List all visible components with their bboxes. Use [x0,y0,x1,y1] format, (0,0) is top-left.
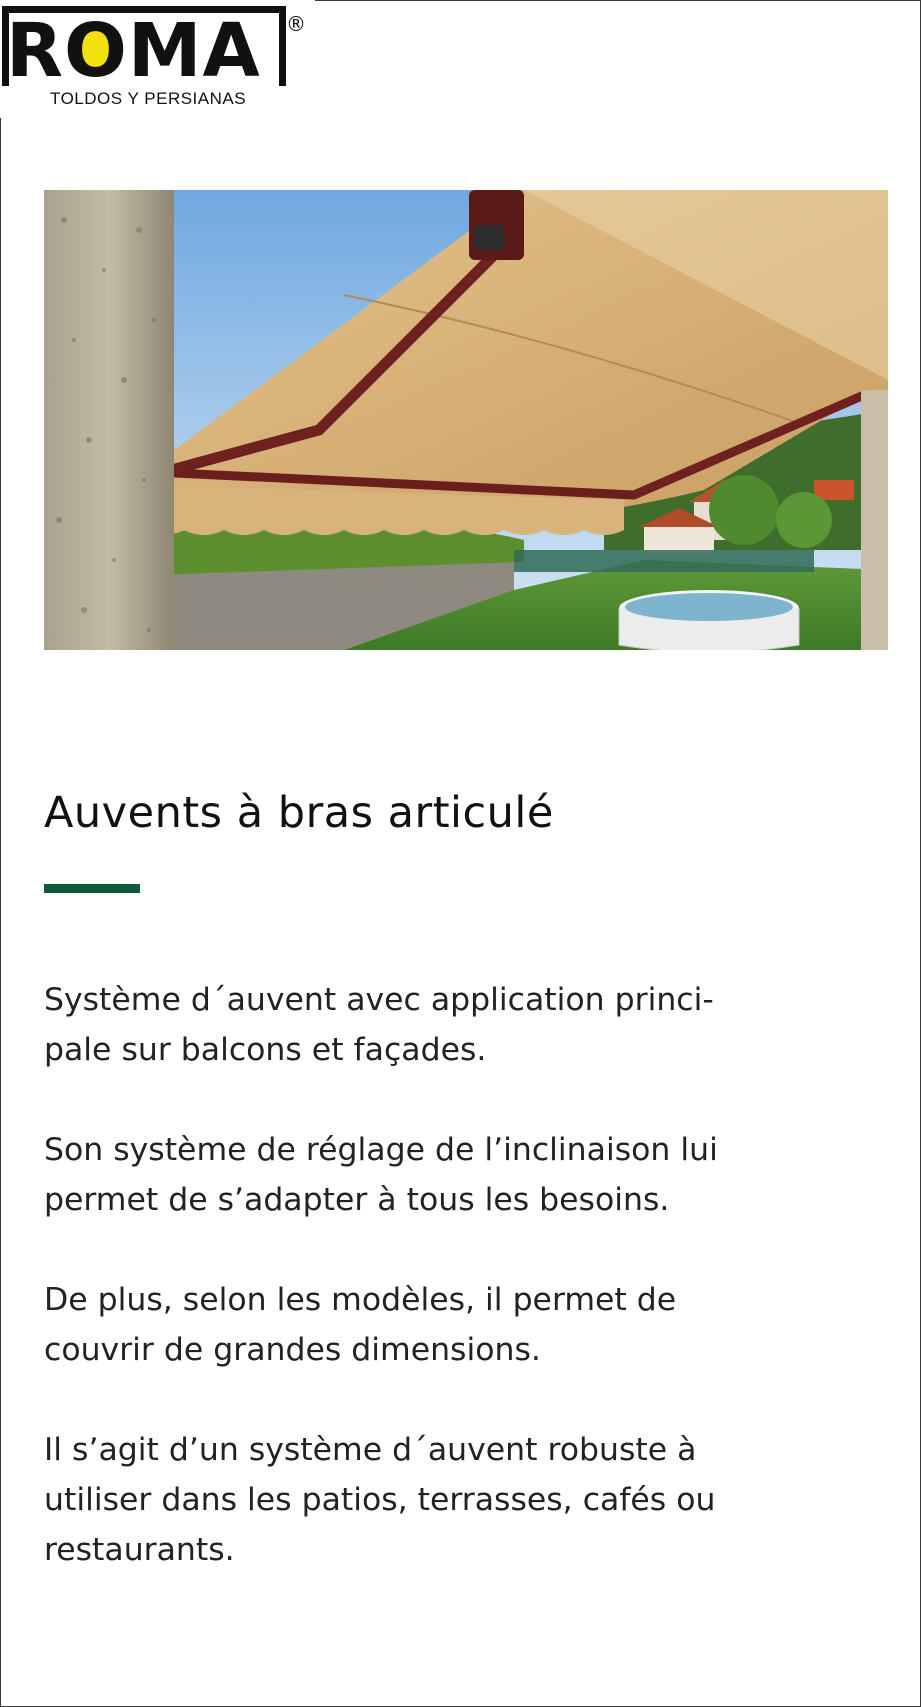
paragraph [44,1425,884,1575]
logo-wordmark: ROMA [6,8,261,94]
granite-pillar [44,190,174,650]
title-underline [44,884,140,893]
text-line: couvrir de grandes dimensions. [44,1332,541,1368]
text-line: Il s’agit d’un système d´auvent robuste à [44,1432,697,1468]
text-line: Son système de réglage de l’inclinaison lui [44,1132,718,1168]
paragraph [44,1125,884,1225]
description [44,975,884,1625]
logo-tagline: TOLDOS Y PERSIANAS [50,89,247,108]
text-line: utiliser dans les patios, terrasses, cafés ou [44,1482,716,1518]
page-title: Auvents à bras articulé [44,788,554,838]
awning-photo [44,190,888,650]
text-line: permet de s’adapter à tous les besoins. [44,1182,670,1218]
paragraph [44,975,884,1075]
registered-mark: ® [286,12,306,36]
text-line: De plus, selon les modèles, il permet de [44,1282,677,1318]
right-post [861,390,888,650]
text-line: restaurants. [44,1532,235,1568]
paragraph [44,1275,884,1375]
text-line: Système d´auvent avec application princi- [44,982,714,1018]
brand-logo [0,0,315,118]
text-line: pale sur balcons et façades. [44,1032,487,1068]
